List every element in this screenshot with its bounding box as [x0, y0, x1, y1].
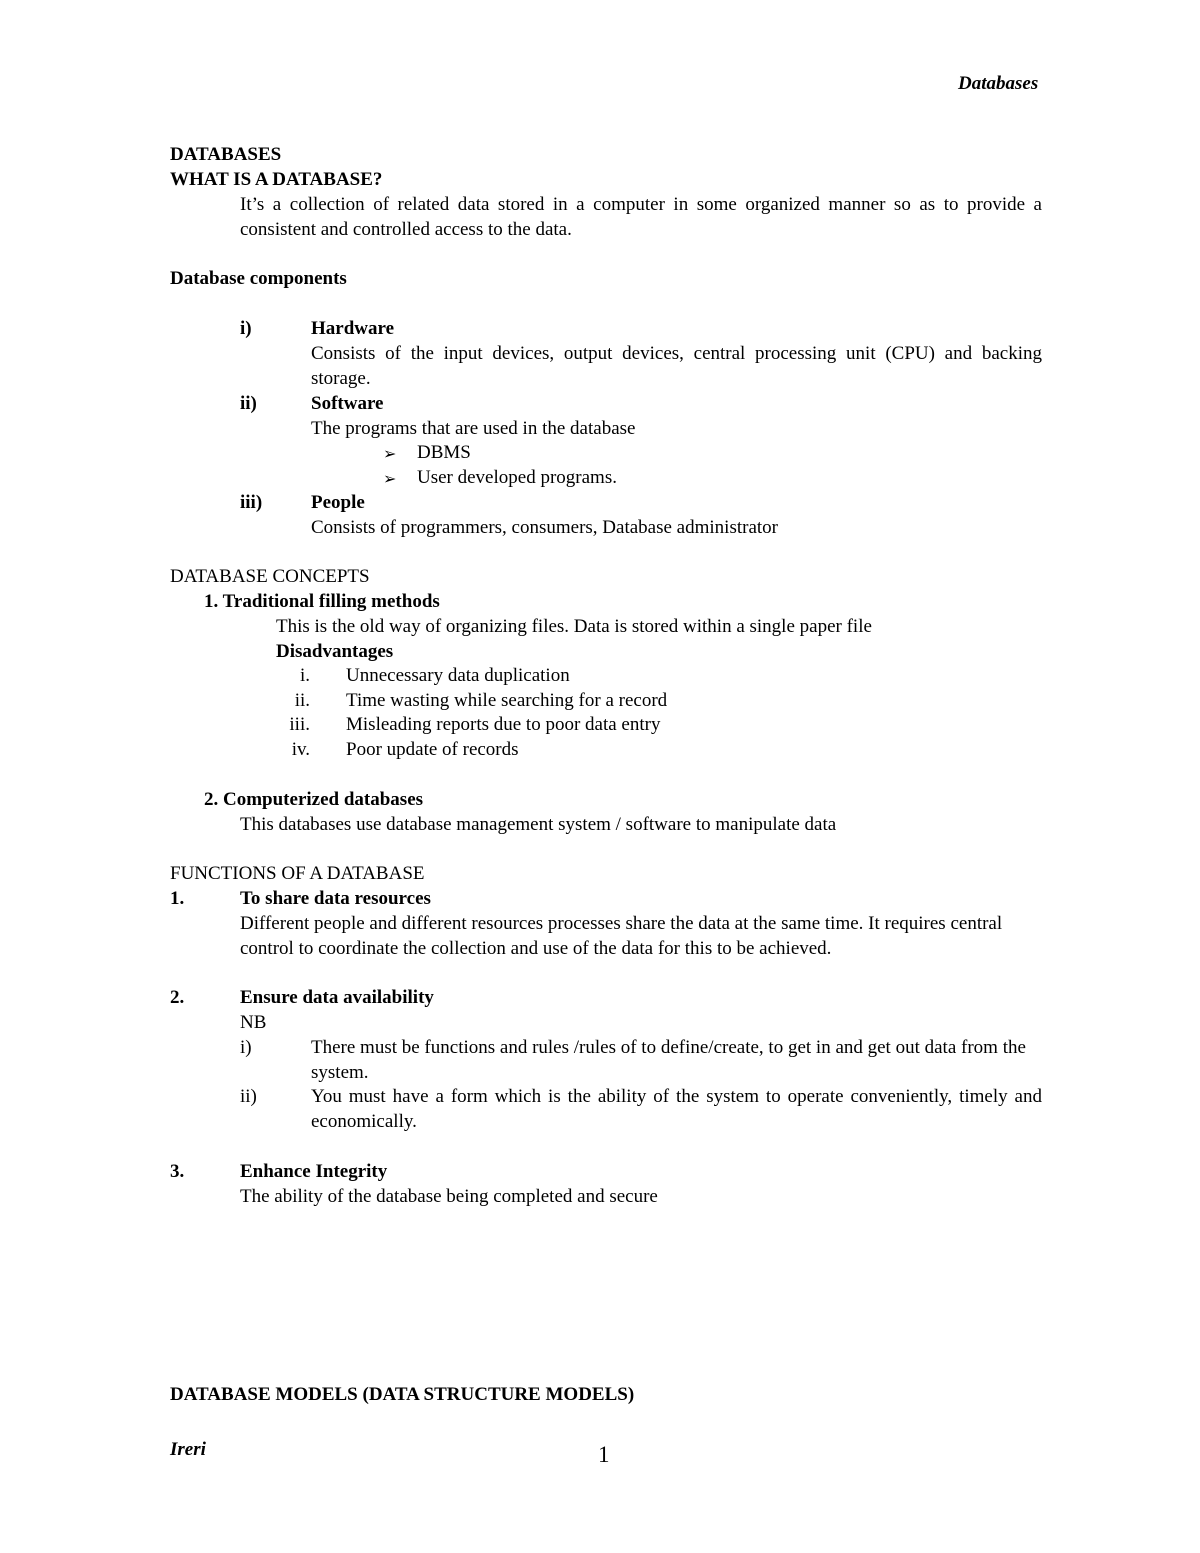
document-title: DATABASES — [170, 144, 282, 165]
function-title-integrity: Enhance Integrity — [240, 1161, 388, 1182]
definition-paragraph: It’s a collection of related data stored in a computer in some organized manner so as to provide a consistent and controlled access to the data. — [240, 194, 1042, 240]
availability-numeral: ii) — [240, 1086, 257, 1107]
component-numeral: ii) — [240, 393, 257, 414]
disadvantage-numeral: i. — [299, 665, 310, 686]
component-text-people: Consists of programmers, consumers, Database administrator — [311, 517, 778, 538]
page-number: 1 — [598, 1442, 610, 1467]
function-number: 2. — [170, 987, 185, 1008]
component-title-hardware: Hardware — [311, 318, 395, 339]
functions-heading: FUNCTIONS OF A DATABASE — [170, 863, 425, 884]
availability-numeral: i) — [240, 1037, 252, 1058]
running-header: Databases — [958, 73, 1039, 94]
section-question: WHAT IS A DATABASE? — [170, 169, 383, 190]
component-text-hardware: Consists of the input devices, output devices, central processing unit (CPU) and backing storage. — [311, 343, 1042, 389]
computerized-text: This databases use database management system / software to manipulate data — [240, 814, 837, 835]
components-heading: Database components — [170, 268, 347, 289]
availability-item: You must have a form which is the ability of the system to operate conveniently, timely and economically. — [311, 1086, 1042, 1132]
disadvantage-numeral: ii. — [294, 690, 310, 711]
function-title-availability: Ensure data availability — [240, 987, 434, 1008]
disadvantage-item: Time wasting while searching for a record — [346, 690, 668, 711]
disadvantage-numeral: iv. — [291, 739, 310, 760]
disadvantage-item: Poor update of records — [346, 739, 519, 760]
availability-item: There must be functions and rules /rules of to define/create, to get in and get out data from the system. — [311, 1037, 1026, 1083]
function-number: 3. — [170, 1161, 185, 1182]
component-title-software: Software — [311, 393, 384, 414]
component-title-people: People — [311, 492, 365, 513]
traditional-text: This is the old way of organizing files. Data is stored within a single paper file — [276, 616, 872, 637]
software-bullet: DBMS — [417, 442, 471, 463]
disadvantage-item: Misleading reports due to poor data entry — [346, 714, 661, 735]
function-title-share: To share data resources — [240, 888, 431, 909]
footer-author: Ireri — [170, 1439, 206, 1460]
concepts-heading: DATABASE CONCEPTS — [170, 566, 370, 587]
computerized-title: 2. Computerized databases — [204, 789, 424, 810]
models-heading: DATABASE MODELS (DATA STRUCTURE MODELS) — [170, 1384, 635, 1405]
component-text-software: The programs that are used in the database — [311, 418, 636, 439]
component-numeral: iii) — [240, 492, 263, 513]
function-text-integrity: The ability of the database being completed and secure — [240, 1186, 658, 1207]
disadvantage-numeral: iii. — [289, 714, 310, 735]
arrow-bullet-icon: ➢ — [383, 444, 397, 463]
disadvantage-item: Unnecessary data duplication — [346, 665, 570, 686]
availability-note: NB — [240, 1012, 267, 1033]
traditional-title: 1. Traditional filling methods — [204, 591, 440, 612]
function-text-share: Different people and different resources processes share the data at the same time. It requires central control to coordinate the collection and use of the data for this to be achieved. — [240, 913, 1003, 959]
disadvantages-heading: Disadvantages — [276, 641, 394, 662]
software-bullet: User developed programs. — [417, 467, 617, 488]
arrow-bullet-icon: ➢ — [383, 469, 397, 488]
function-number: 1. — [170, 888, 185, 909]
component-numeral: i) — [240, 318, 252, 339]
